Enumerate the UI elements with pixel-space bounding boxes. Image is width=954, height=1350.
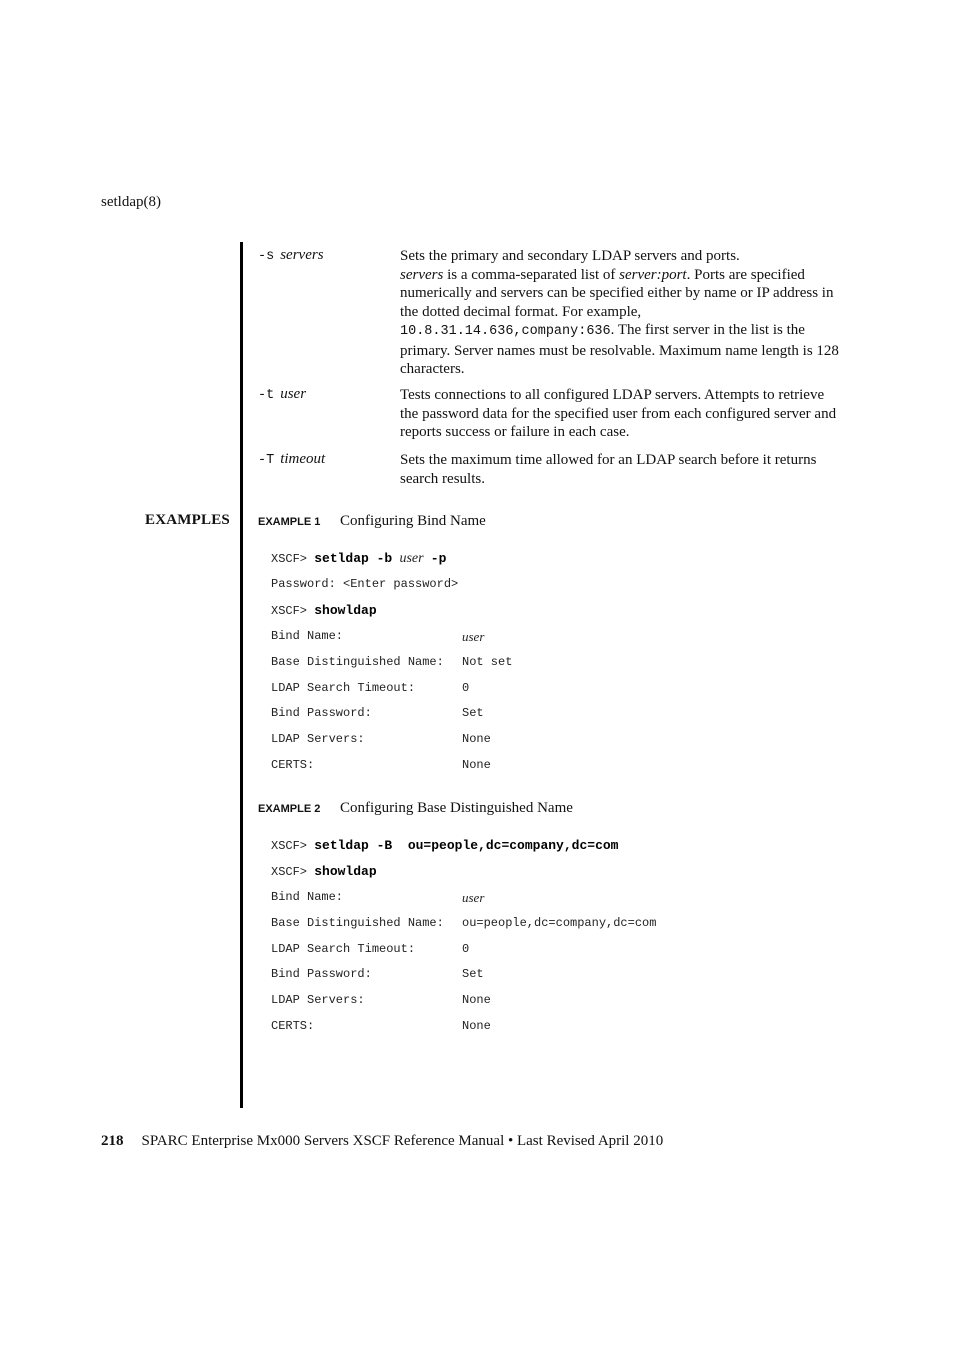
option-T — [258, 451, 325, 468]
output-row: Base Distinguished Name: ou=people,dc=company,dc=com — [271, 916, 657, 930]
running-header: setldap(8) — [101, 194, 161, 210]
output-row: Bind Name: user — [271, 890, 485, 905]
section-rule — [240, 242, 243, 1108]
output-row: Bind Password: Set — [271, 967, 484, 981]
code-line-password: Password: <Enter password> — [271, 577, 459, 591]
example-title: Configuring Base Distinguished Name — [340, 800, 573, 816]
output-row: LDAP Servers: None — [271, 993, 491, 1007]
option-T-description: Sets the maximum time allowed for an LDAP search before it returns search results. — [400, 452, 817, 487]
code-line-command: XSCF> setldap -b user -p — [271, 551, 447, 566]
code-line-command: XSCF> showldap — [271, 864, 377, 879]
footer-text: SPARC Enterprise Mx000 Servers XSCF Reference Manual • Last Revised April 2010 — [141, 1133, 664, 1149]
output-row: Bind Password: Set — [271, 706, 484, 720]
option-s — [258, 247, 324, 264]
example-title: Configuring Bind Name — [340, 513, 486, 529]
option-flag: -T — [258, 453, 275, 468]
example-label: EXAMPLE 2 — [258, 803, 321, 815]
option-t — [258, 386, 306, 403]
code-line-command: XSCF> showldap — [271, 603, 377, 618]
option-arg: timeout — [280, 451, 326, 467]
output-row: LDAP Search Timeout: 0 — [271, 942, 470, 956]
output-row: CERTS: None — [271, 758, 491, 772]
output-row: Bind Name: user — [271, 629, 485, 644]
code-line-command: XSCF> setldap -B ou=people,dc=company,dc=com — [271, 838, 619, 853]
page-number: 218 — [101, 1133, 124, 1149]
output-row: LDAP Servers: None — [271, 732, 491, 746]
option-s-description: Sets the primary and secondary LDAP servers and ports. servers is a comma-separated list of server:port. Ports are specified numerically and servers can be specified either by name or IP address in the dotted decimal format. For example, 10.8.31.14.636,company:636. The first server in the list is the primary. Server names must be resolvable. Maximum name length is 128 characters. — [400, 248, 839, 377]
output-row: Base Distinguished Name: Not set — [271, 655, 513, 669]
output-row: CERTS: None — [271, 1019, 491, 1033]
section-heading: EXAMPLES — [145, 512, 230, 528]
output-row: LDAP Search Timeout: 0 — [271, 681, 470, 695]
option-flag: -t — [258, 388, 275, 403]
example-label: EXAMPLE 1 — [258, 516, 321, 528]
option-arg: user — [280, 386, 307, 402]
option-t-description: Tests connections to all configured LDAP servers. Attempts to retrieve the password data for the specified user from each configured server and reports success or failure in each case. — [400, 387, 837, 440]
page-footer — [101, 1133, 663, 1150]
option-arg: servers — [280, 247, 324, 263]
option-flag: -s — [258, 249, 275, 264]
